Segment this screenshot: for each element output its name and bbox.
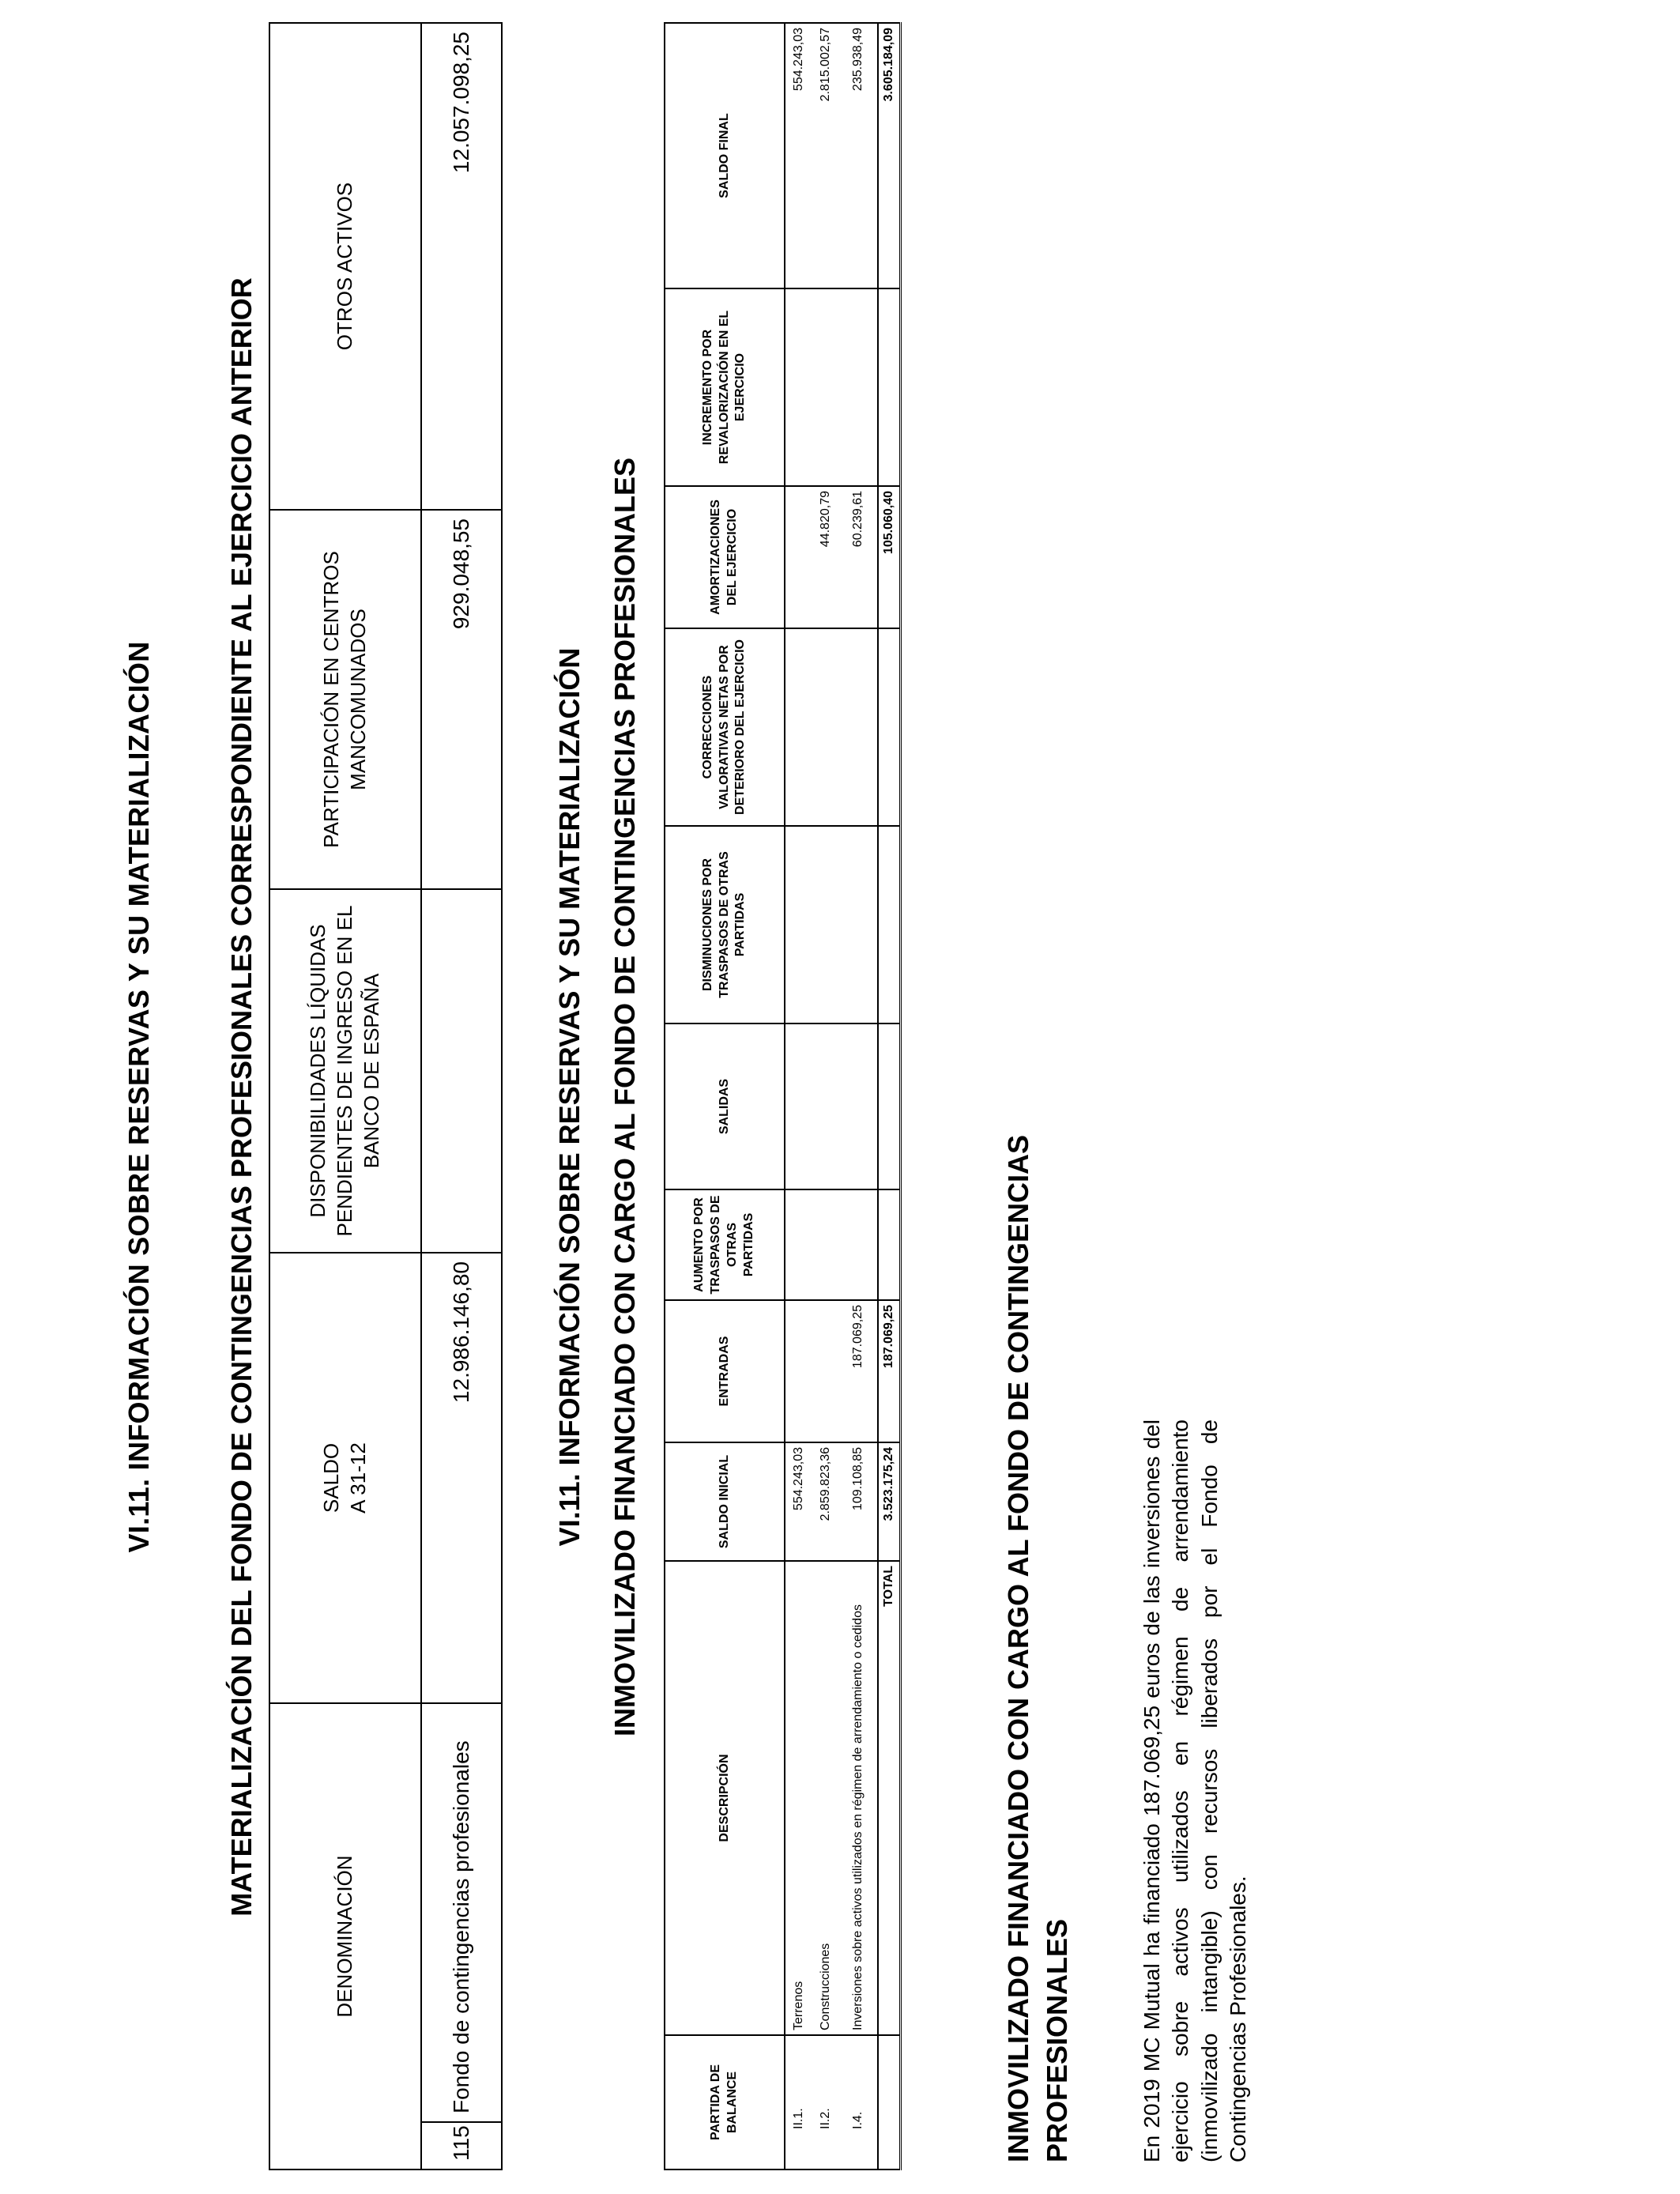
row-code: II.1.	[785, 2035, 812, 2169]
total-spacer	[878, 2035, 901, 2169]
total-saldo-final: 3.605.184,09	[878, 23, 901, 288]
header-saldo-line2: A 31-12	[346, 1442, 370, 1514]
table-header-row	[269, 23, 421, 2169]
total-correcciones	[878, 628, 901, 826]
section-title: INMOVILIZADO FINANCIADO CON CARGO AL FONDO DE CONTINGENCIAS PROFESIONALES	[1002, 1135, 1073, 2162]
row-amortizaciones: 44.820,79	[812, 486, 839, 628]
row-description: Construcciones	[812, 1561, 839, 2035]
header-participacion: PARTICIPACIÓN EN CENTROS MANCOMUNADOS	[269, 510, 421, 889]
header-saldo-inicial: SALDO INICIAL	[665, 1442, 785, 1561]
row-saldo-inicial: 554.243,03	[785, 1442, 812, 1561]
row-saldo: 12.986.146,80	[421, 1253, 502, 1703]
row-description: Terrenos	[785, 1561, 812, 2035]
table1-title: MATERIALIZACIÓN DEL FONDO DE CONTINGENCIAS PROFESIONALES CORRESPONDIENTE AL EJERCICIO ANTERIOR	[225, 277, 258, 1917]
row-correcciones	[785, 628, 812, 826]
row-incremento	[812, 288, 839, 486]
header-otros-activos: OTROS ACTIVOS	[269, 23, 421, 510]
row-disminuciones	[839, 826, 878, 1023]
table-header-row	[665, 23, 785, 2169]
row-disponibilidades	[421, 889, 502, 1253]
row-disminuciones	[785, 826, 812, 1023]
header-amortizaciones: AMORTIZACIONES DEL EJERCICIO	[665, 486, 785, 628]
row-code: 115	[421, 2122, 502, 2169]
row-salidas	[785, 1023, 812, 1189]
page-heading: VI.11. INFORMACIÓN SOBRE RESERVAS Y SU MATERIALIZACIÓN	[122, 641, 155, 1553]
total-disminuciones	[878, 826, 901, 1023]
total-aumento	[878, 1189, 901, 1300]
total-label: TOTAL	[878, 1561, 901, 2035]
total-entradas: 187.069,25	[878, 1300, 901, 1442]
inmovilizado-table	[664, 22, 902, 2170]
total-row	[878, 23, 901, 2169]
row-code: I.4.	[839, 2035, 878, 2169]
header-saldo-final: SALDO FINAL	[665, 23, 785, 288]
header-aumento: AUMENTO POR TRASPASOS DE OTRAS PARTIDAS	[665, 1189, 785, 1300]
header-partida: PARTIDA DE BALANCE	[665, 2035, 785, 2169]
section-paragraph: En 2019 MC Mutual ha financiado 187.069,25 euros de las inversiones del ejercicio sobre activos utilizados en régimen de arrendamiento (inmovilizado intangible) con recursos liberados por el Fondo de Contingencias Profesionales.	[1139, 1419, 1251, 2162]
row-disminuciones	[812, 826, 839, 1023]
header-denominacion: DENOMINACIÓN	[269, 1703, 421, 2169]
table-row	[839, 23, 878, 2169]
row-salidas	[812, 1023, 839, 1189]
table2-title: INMOVILIZADO FINANCIADO CON CARGO AL FONDO DE CONTINGENCIAS PROFESIONALES	[608, 457, 641, 1737]
row-entradas: 187.069,25	[839, 1300, 878, 1442]
row-amortizaciones	[785, 486, 812, 628]
row-saldo-inicial: 2.859.823,36	[812, 1442, 839, 1561]
total-salidas	[878, 1023, 901, 1189]
header-correcciones: CORRECCIONES VALORATIVAS NETAS POR DETERIORO DEL EJERCICIO	[665, 628, 785, 826]
section-heading: VI.11. INFORMACIÓN SOBRE RESERVAS Y SU MATERIALIZACIÓN	[553, 647, 586, 1547]
header-disminuciones: DISMINUCIONES POR TRASPASOS DE OTRAS PARTIDAS	[665, 826, 785, 1023]
row-otros: 12.057.098,25	[421, 23, 502, 510]
table-row	[812, 23, 839, 2169]
row-amortizaciones: 60.239,61	[839, 486, 878, 628]
header-entradas: ENTRADAS	[665, 1300, 785, 1442]
header-saldo	[269, 1253, 421, 1703]
row-aumento	[839, 1189, 878, 1300]
row-salidas	[839, 1023, 878, 1189]
row-description: Inversiones sobre activos utilizados en régimen de arrendamiento o cedidos	[839, 1561, 878, 2035]
row-saldo-final: 554.243,03	[785, 23, 812, 288]
header-saldo-line1: SALDO	[319, 1442, 344, 1514]
header-disponibilidades: DISPONIBILIDADES LÍQUIDAS PENDIENTES DE INGRESO EN EL BANCO DE ESPAÑA	[269, 889, 421, 1253]
row-saldo-final: 235.938,49	[839, 23, 878, 288]
row-participacion: 929.048,55	[421, 510, 502, 889]
row-entradas	[785, 1300, 812, 1442]
table-row	[421, 23, 502, 2169]
total-incremento	[878, 288, 901, 486]
row-correcciones	[812, 628, 839, 826]
row-saldo-final: 2.815.002,57	[812, 23, 839, 288]
total-amortizaciones: 105.060,40	[878, 486, 901, 628]
row-name: Fondo de contingencias profesionales	[421, 1703, 502, 2122]
total-saldo-inicial: 3.523.175,24	[878, 1442, 901, 1561]
row-correcciones	[839, 628, 878, 826]
row-incremento	[785, 288, 812, 486]
row-aumento	[785, 1189, 812, 1300]
table-row	[785, 23, 812, 2169]
row-entradas	[812, 1300, 839, 1442]
materializacion-table	[269, 22, 503, 2170]
header-descripcion: DESCRIPCIÓN	[665, 1561, 785, 2035]
row-aumento	[812, 1189, 839, 1300]
header-incremento: INCREMENTO POR REVALORIZACIÓN EN EL EJERCICIO	[665, 288, 785, 486]
header-salidas: SALIDAS	[665, 1023, 785, 1189]
row-saldo-inicial: 109.108,85	[839, 1442, 878, 1561]
row-code: II.2.	[812, 2035, 839, 2169]
row-incremento	[839, 288, 878, 486]
